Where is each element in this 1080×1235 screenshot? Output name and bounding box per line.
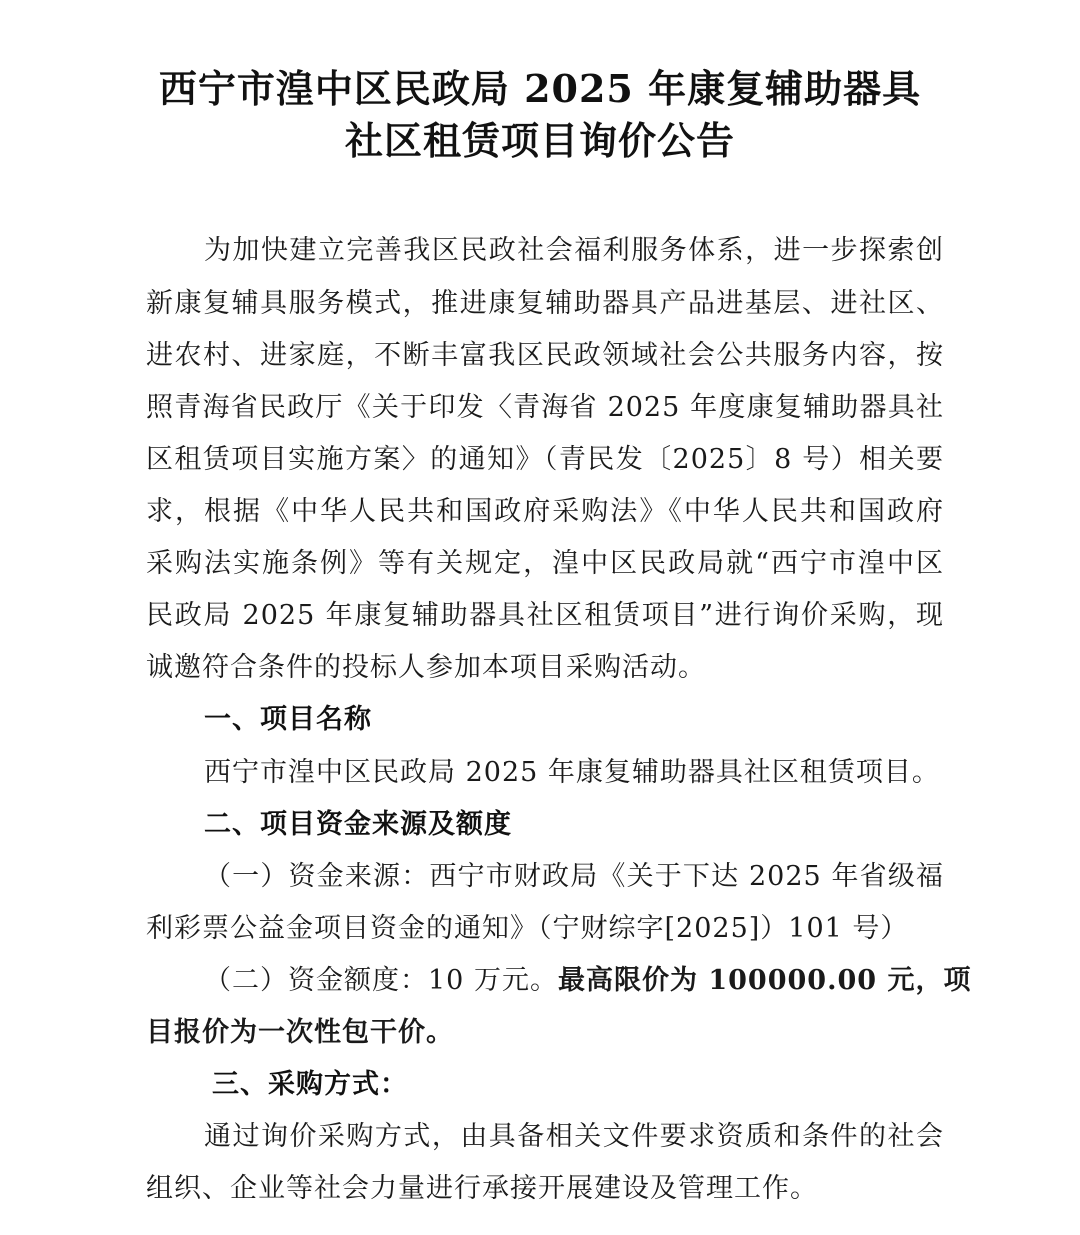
funding-price-limit-text: 最高限价为 100000.00 元，项 [557, 965, 972, 996]
intro-line: 照青海省民政厅《关于印发〈青海省 2025 年度康复辅助器具社 [146, 392, 944, 423]
intro-line: 诚邀符合条件的投标人参加本项目采购活动。 [146, 652, 706, 683]
section-heading-project-name: 一、项目名称 [204, 704, 372, 735]
intro-line: 为加快建立完善我区民政社会福利服务体系，进一步探索创 [204, 235, 944, 266]
document-title-line-2: 社区租赁项目询价公告 [344, 118, 735, 163]
funding-source-line-2: 利彩票公益金项目资金的通知》（宁财综字[2025]）101 号） [146, 913, 909, 944]
intro-line: 求，根据《中华人民共和国政府采购法》《中华人民共和国政府 [146, 496, 944, 527]
section-heading-procurement-method: 三、采购方式： [212, 1069, 408, 1100]
intro-line: 区租赁项目实施方案〉的通知》（青民发〔2025〕8 号）相关要 [146, 444, 944, 475]
funding-source-line-1: （一）资金来源：西宁市财政局《关于下达 2025 年省级福 [204, 861, 944, 892]
funding-amount-line-2: 目报价为一次性包干价。 [146, 1017, 454, 1048]
intro-line: 民政局 2025 年康复辅助器具社区租赁项目”进行询价采购，现 [146, 600, 944, 631]
procurement-method-line-1: 通过询价采购方式，由具备相关文件要求资质和条件的社会 [204, 1121, 944, 1152]
project-name-text: 西宁市湟中区民政局 2025 年康复辅助器具社区租赁项目。 [204, 757, 940, 788]
intro-line: 进农村、进家庭，不断丰富我区民政领域社会公共服务内容，按 [146, 340, 944, 371]
document-title-line-1: 西宁市湟中区民政局 2025 年康复辅助器具 [158, 66, 922, 111]
funding-amount-text: （二）资金额度：10 万元。 [204, 965, 558, 996]
intro-line: 采购法实施条例》等有关规定，湟中区民政局就“西宁市湟中区 [146, 548, 944, 579]
intro-line: 新康复辅具服务模式，推进康复辅助器具产品进基层、进社区、 [146, 288, 944, 319]
section-heading-funding: 二、项目资金来源及额度 [204, 809, 512, 840]
funding-amount-line-1 [204, 965, 972, 996]
procurement-method-line-2: 组织、企业等社会力量进行承接开展建设及管理工作。 [146, 1173, 818, 1204]
